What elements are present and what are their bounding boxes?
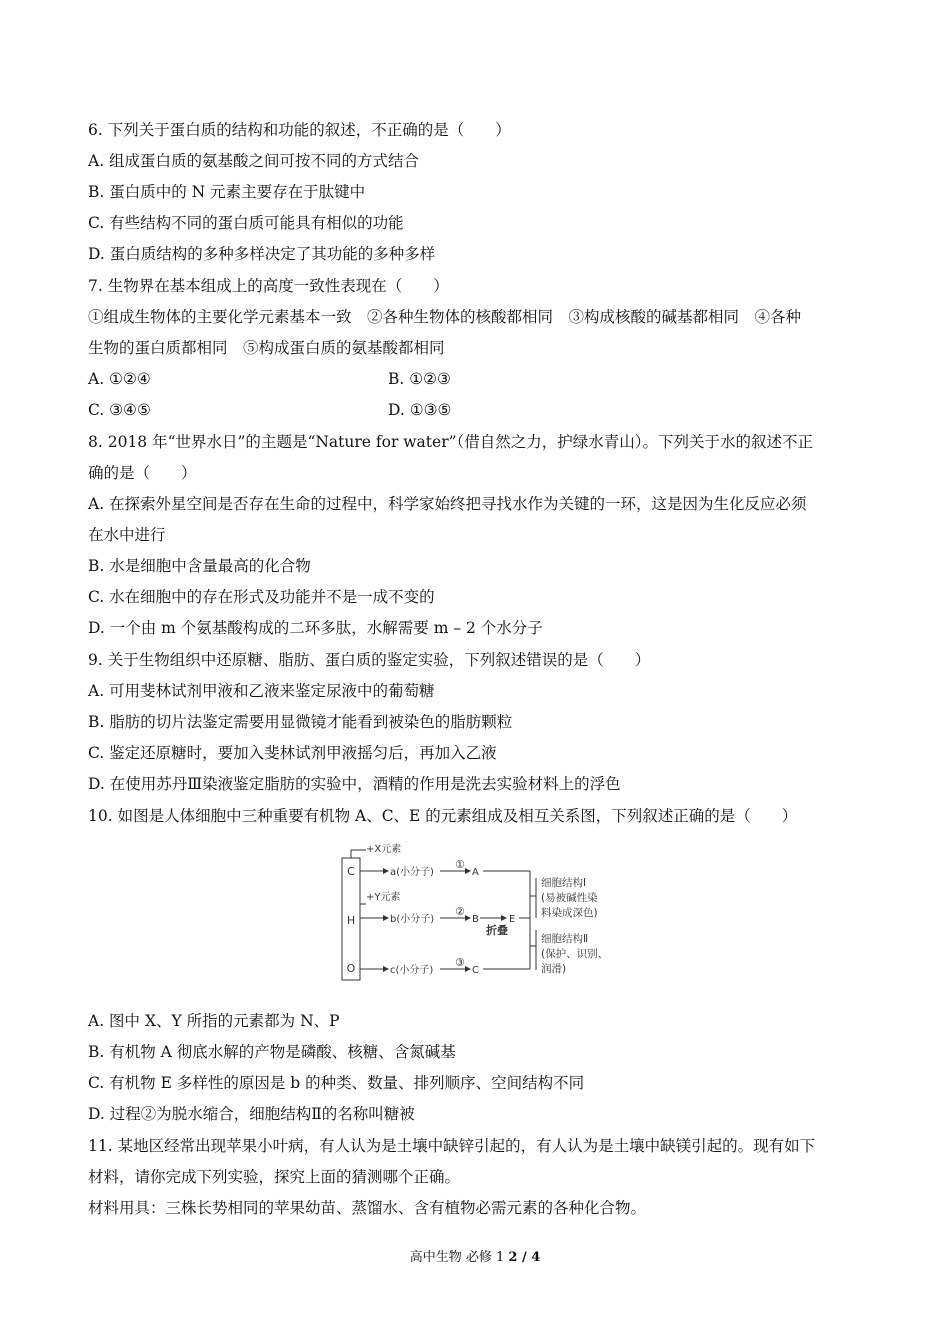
page-footer [0,1246,950,1265]
q7-items-line1: ①组成生物体的主要化学元素基本一致 ②各种生物体的核酸都相同 ③构成核酸的碱基都相同 ④各种 [88,308,802,326]
element-o-label: O [346,962,356,975]
q8-option-d: D. 一个由 m 个氨基酸构成的二环多肽，水解需要 m – 2 个水分子 [88,619,543,637]
structure-2-title: 细胞结构Ⅱ [541,933,589,945]
fold-label: 折叠 [486,924,508,937]
molecule-a-label: A [472,867,479,878]
step-3-marker: ③ [455,956,465,969]
molecule-e-label: E [509,914,516,925]
q6-option-b: B. 蛋白质中的 N 元素主要存在于肽键中 [88,183,366,201]
structure-1-title: 细胞结构Ⅰ [541,877,587,889]
q6-option-a: A. 组成蛋白质的氨基酸之间可按不同的方式结合 [88,152,420,170]
q9-stem: 9. 关于生物组织中还原糖、脂肪、蛋白质的鉴定实验，下列叙述错误的是（ ） [88,651,651,669]
molecule-b-label: B [472,914,479,925]
structure-1-desc-line1: (易被碱性染 [541,892,598,904]
organic-molecule-diagram [338,838,628,988]
q6-option-d: D. 蛋白质结构的多种多样决定了其功能的多种多样 [88,245,436,263]
c-small-molecule-label: c(小分子) [390,965,434,976]
q7-option-b: B. ①②③ [388,370,451,388]
q8-option-a-line2: 在水中进行 [88,526,166,544]
q10-option-b: B. 有机物 A 彻底水解的产物是磷酸、核糖、含氮碱基 [88,1043,456,1061]
element-h-label: H [346,914,356,927]
q6-option-c: C. 有些结构不同的蛋白质可能具有相似的功能 [88,214,404,232]
q8-option-a-line1: A. 在探索外星空间是否存在生命的过程中，科学家始终把寻找水作为关键的一环，这是因为生化反应必须 [88,495,807,513]
q9-option-c: C. 鉴定还原糖时，要加入斐林试剂甲液摇匀后，再加入乙液 [88,744,497,762]
q9-option-b: B. 脂肪的切片法鉴定需要用显微镜才能看到被染色的脂肪颗粒 [88,713,513,731]
q11-stem-line2: 材料，请你完成下列实验，探究上面的猜测哪个正确。 [88,1168,461,1186]
step-1-marker: ① [455,858,465,871]
q11-materials: 材料用具：三株长势相同的苹果幼苗、蒸馏水、含有植物必需元素的各种化合物。 [88,1199,647,1217]
q6-stem: 6. 下列关于蛋白质的结构和功能的叙述，不正确的是（ ） [88,121,511,139]
q9-option-d: D. 在使用苏丹Ⅲ染液鉴定脂肪的实验中，酒精的作用是洗去实验材料上的浮色 [88,775,621,793]
q7-option-a: A. ①②④ [88,370,151,388]
q8-stem-line2: 确的是（ ） [88,464,197,482]
footer-page-number: 2 / 4 [508,1250,541,1265]
footer-course-label: 高中生物 必修 1 [409,1250,509,1265]
y-element-label: +Y元素 [366,892,401,903]
molecule-c-label: C [472,965,479,976]
q10-option-a: A. 图中 X、Y 所指的元素都为 N、P [88,1012,340,1030]
q8-option-b: B. 水是细胞中含量最高的化合物 [88,557,311,575]
q10-option-c: C. 有机物 E 多样性的原因是 b 的种类、数量、排列顺序、空间结构不同 [88,1074,585,1092]
structure-1-desc-line2: 料染成深色) [541,907,598,919]
element-c-label: C [347,865,355,878]
q8-option-c: C. 水在细胞中的存在形式及功能并不是一成不变的 [88,588,435,606]
a-small-molecule-label: a(小分子) [390,867,434,878]
structure-2-desc-line1: (保护、识别、 [541,948,609,960]
step-2-marker: ② [455,905,465,918]
q7-option-c: C. ③④⑤ [88,401,151,419]
q10-option-d: D. 过程②为脱水缩合，细胞结构Ⅱ的名称叫糖被 [88,1105,415,1123]
structure-2-desc-line2: 润滑) [541,963,567,975]
q7-option-d: D. ①③⑤ [388,401,452,419]
q8-stem-line1: 8. 2018 年“世界水日”的主题是“Nature for water”（借自然之力，护绿水青山）。下列关于水的叙述不正 [88,433,814,451]
q7-items-line2: 生物的蛋白质都相同 ⑤构成蛋白质的氨基酸都相同 [88,339,445,357]
q9-option-a: A. 可用斐林试剂甲液和乙液来鉴定尿液中的葡萄糖 [88,682,435,700]
x-element-label: +X元素 [366,844,402,855]
b-small-molecule-label: b(小分子) [390,914,435,925]
q11-stem-line1: 11. 某地区经常出现苹果小叶病，有人认为是土壤中缺锌引起的，有人认为是土壤中缺镁引起的。现有如下 [88,1137,816,1155]
q10-stem: 10. 如图是人体细胞中三种重要有机物 A、C、E 的元素组成及相互关系图，下列叙述正确的是（ ） [88,807,798,825]
q7-stem: 7. 生物界在基本组成上的高度一致性表现在（ ） [88,277,449,295]
